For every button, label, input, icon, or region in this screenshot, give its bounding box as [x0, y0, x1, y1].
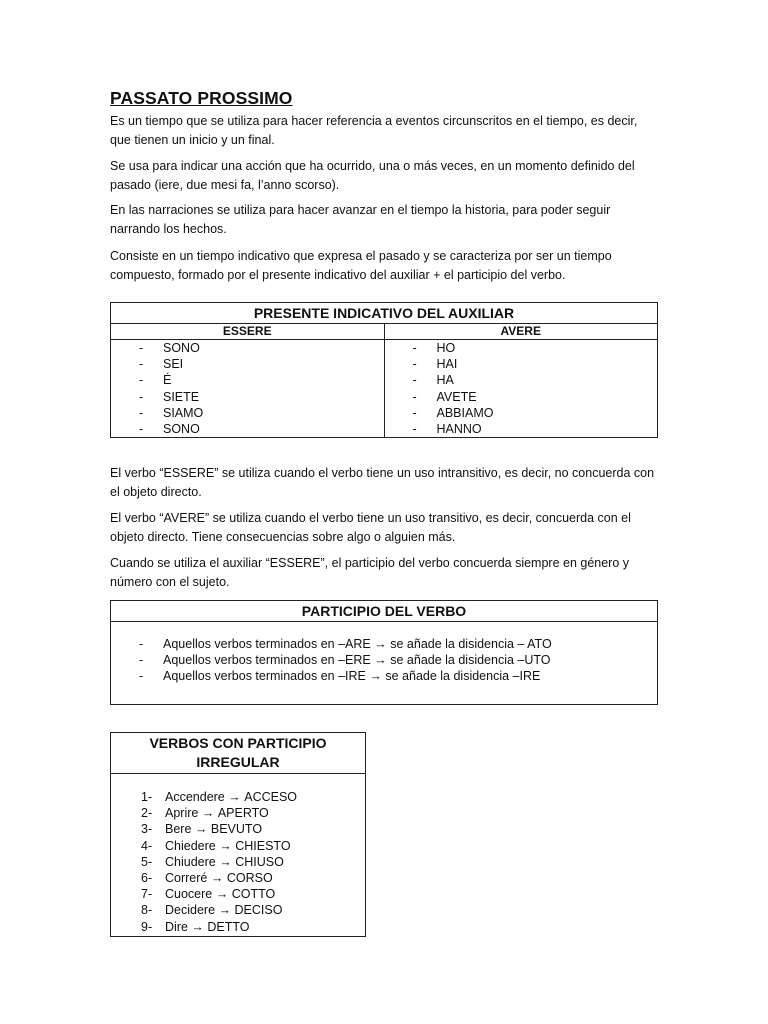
essere-column-header: ESSERE	[111, 324, 384, 340]
list-item: 7- Cuocere → COTTO	[141, 887, 276, 902]
avere-list	[385, 340, 658, 437]
arrow-right-icon: →	[374, 637, 387, 651]
list-item: - Aquellos verbos terminados en –ARE → se añade la disidencia – ATO	[139, 637, 552, 651]
intro-paragraph-4: Consiste en un tiempo indicativo que expresa el pasado y se caracteriza por ser un tiempo compuesto, formado por el presente indicativo del auxiliar + el participio del verbo.	[110, 249, 612, 282]
irregular-box	[110, 732, 366, 937]
arrow-right-icon: →	[369, 669, 382, 684]
intro-paragraph-2: Se usa para indicar una acción que ha ocurrido, una o más veces, en un momento definido del pasado (iere, due mesi fa, l’anno scorso).	[110, 159, 635, 192]
avere-column	[384, 324, 658, 437]
participio-heading: PARTICIPIO DEL VERBO	[111, 601, 657, 622]
essere-column	[111, 324, 384, 437]
arrow-right-icon: →	[228, 790, 241, 804]
list-item: - HO	[412, 341, 456, 355]
list-item: 6- Correré → CORSO	[141, 871, 273, 886]
list-item: 3- Bere → BEVUTO	[141, 822, 263, 837]
list-item: - SEI	[139, 357, 184, 372]
list-item: - HA	[412, 373, 454, 388]
list-item: - ABBIAMO	[412, 405, 494, 420]
arrow-right-icon: →	[218, 903, 232, 918]
arrow-right-icon: →	[374, 653, 387, 668]
irregular-heading: VERBOS CON PARTICIPIO IRREGULAR	[111, 733, 365, 774]
auxiliar-table-heading: PRESENTE INDICATIVO DEL AUXILIAR	[111, 303, 657, 324]
arrow-right-icon: →	[215, 887, 229, 902]
participio-list	[111, 622, 657, 685]
avere-column-header: AVERE	[385, 324, 658, 340]
intro-paragraph-1: Es un tiempo que se utiliza para hacer referencia a eventos circunscritos en el tiempo, es decir, que tienen un inicio y un final.	[110, 114, 638, 147]
list-item: - SONO	[139, 341, 200, 355]
list-item: - É	[139, 373, 172, 388]
list-item: - Aquellos verbos terminados en –IRE → se añade la disidencia –IRE	[139, 669, 541, 684]
arrow-right-icon: →	[219, 854, 232, 869]
list-item: 1- Accendere → ACCESO	[141, 790, 298, 804]
arrow-right-icon: →	[219, 838, 232, 853]
usage-paragraph-2: El verbo “AVERE” se utiliza cuando el verbo tiene un uso transitivo, es decir, concuerda con el objeto directo. Tiene consecuencias sobre algo o alguien más.	[110, 511, 631, 544]
page-title: PASSATO PROSSIMO	[110, 88, 293, 108]
list-item: - Aquellos verbos terminados en –ERE → se añade la disidencia –UTO	[139, 653, 551, 668]
arrow-right-icon: →	[191, 919, 204, 934]
list-item: - AVETE	[412, 389, 477, 404]
list-item: 9- Dire → DETTO	[141, 919, 250, 934]
list-item: 5- Chiudere → CHIUSO	[141, 854, 284, 869]
essere-list	[111, 340, 384, 437]
list-item: - SIETE	[139, 389, 200, 404]
list-item: - SIAMO	[139, 405, 204, 420]
arrow-right-icon: →	[210, 871, 224, 886]
usage-paragraph-3: Cuando se utiliza el auxiliar “ESSERE”, el participio del verbo concuerda siempre en género y número con el sujeto.	[110, 556, 630, 589]
usage-paragraph-1: El verbo “ESSERE” se utiliza cuando el verbo tiene un uso intransitivo, es decir, no concuerda con el objeto directo.	[110, 466, 655, 499]
list-item: 2- Aprire → APERTO	[141, 806, 269, 821]
auxiliar-table	[110, 302, 658, 438]
list-item: - SONO	[139, 422, 200, 437]
intro-paragraph-3: En las narraciones se utiliza para hacer avanzar en el tiempo la historia, para poder seguir narrando los hechos.	[110, 203, 611, 236]
participio-box	[110, 600, 658, 705]
irregular-list	[111, 774, 365, 935]
list-item: 8- Decidere → DECISO	[141, 903, 283, 918]
arrow-right-icon: →	[194, 822, 208, 837]
arrow-right-icon: →	[201, 806, 215, 821]
list-item: 4- Chiedere → CHIESTO	[141, 838, 291, 853]
list-item: - HANNO	[412, 422, 482, 437]
list-item: - HAI	[412, 357, 458, 372]
